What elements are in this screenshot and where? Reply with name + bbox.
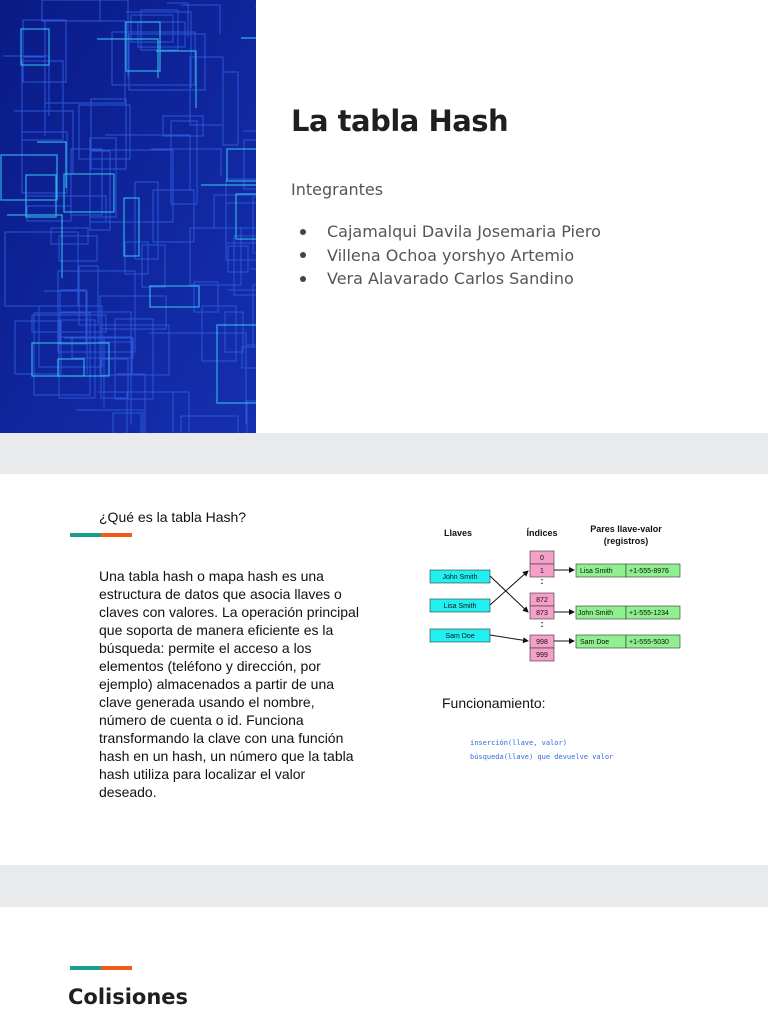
diagram-header-pairs: Pares llave-valor (590, 524, 662, 534)
record-phone: +1-555-1234 (629, 610, 669, 617)
title-slide (0, 0, 768, 433)
record-phone: +1-555-5030 (629, 639, 669, 646)
definition-paragraph: Una tabla hash o mapa hash es una estructura de datos que asocia llaves o claves con valores. La operación principal que soporta de manera eficiente es la búsqueda: permite el acceso a los elementos (teléfono y dirección, por ejemplo) almacenados a partir de una clave generada usando el nombre, número de cuenta o id. Funciona transformando la clave con una función hash en un hash, un número que la tabla hash utiliza para localizar el valor deseado. (99, 568, 359, 800)
index-label: 872 (536, 597, 548, 604)
record-name: Lisa Smith (580, 568, 613, 575)
code-line: inserción(llave, valor) (470, 739, 567, 747)
page-title: La tabla Hash (291, 104, 509, 138)
mapping-arrow (490, 571, 528, 605)
bullet-icon (300, 276, 306, 282)
index-label: 0 (540, 555, 544, 562)
index-label: 1 (540, 568, 544, 575)
mapping-arrow (490, 576, 528, 612)
accent-bar (70, 966, 132, 970)
member-name: Cajamalqui Davila Josemaria Piero (327, 222, 601, 241)
ellipsis-dots: : (540, 576, 544, 586)
circuit-board-image (0, 0, 256, 433)
subtitle: Integrantes (291, 180, 384, 199)
member-name: Villena Ochoa yorshyo Artemio (327, 245, 575, 265)
index-label: 873 (536, 610, 548, 617)
key-label: Sam Doe (445, 633, 475, 640)
member-list (300, 220, 601, 291)
record-name: John Smith (578, 610, 614, 617)
key-label: John Smith (442, 574, 478, 581)
bullet-icon (300, 229, 306, 235)
list-item (300, 244, 601, 268)
slide-separator (0, 433, 768, 474)
mapping-arrow (490, 635, 528, 641)
bullet-icon (300, 252, 306, 258)
section-heading: ¿Qué es la tabla Hash? (99, 509, 247, 525)
code-line: búsqueda(llave) que devuelve valor (470, 753, 614, 761)
key-label: Lisa Smith (443, 603, 477, 610)
record-phone: +1-555-8976 (629, 568, 669, 575)
slide-separator (0, 865, 768, 907)
ellipsis-dots: : (540, 619, 544, 629)
hash-table-diagram (420, 520, 690, 665)
record-name: Sam Doe (580, 639, 610, 646)
index-label: 998 (536, 639, 548, 646)
diagram-header-indices: Índices (526, 528, 558, 538)
list-item (300, 267, 601, 291)
diagram-header-pairs-sub: (registros) (603, 536, 649, 546)
definition-slide (0, 474, 768, 865)
index-label: 999 (536, 652, 548, 659)
slide-title: Colisiones (68, 985, 189, 1009)
accent-bar (70, 533, 132, 537)
section-heading: Funcionamiento: (442, 695, 546, 711)
member-name: Vera Alavarado Carlos Sandino (327, 269, 574, 288)
list-item (300, 220, 601, 244)
diagram-header-keys: Llaves (443, 528, 473, 538)
